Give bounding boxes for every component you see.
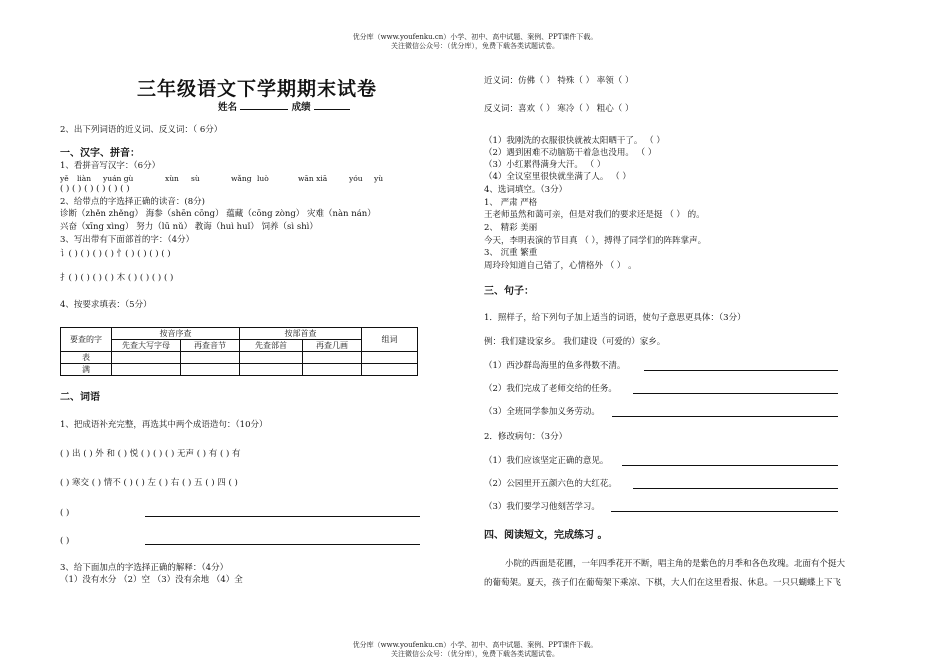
s1-q1: 1、看拼音写汉字：（6分） xyxy=(60,161,161,171)
sentence-1-line[interactable] xyxy=(145,516,420,517)
choice-item[interactable]: （3）小红累得满身大汗。 （ ） xyxy=(484,160,606,170)
radical-row-1[interactable]: 讠( ) ( ) ( ) ( ) 忄( ) ( ) ( ) ( ) xyxy=(60,249,171,259)
table-cell[interactable] xyxy=(112,364,181,376)
antonym-row[interactable]: 反义词：喜欢（ ） 寒冷（ ） 粗心（ ） xyxy=(484,104,634,114)
page-footer xyxy=(0,641,950,659)
answer-line[interactable] xyxy=(644,370,838,371)
expand-item: （1）西沙群岛海里的鱼多得数不清。 xyxy=(484,361,626,371)
table-cell[interactable] xyxy=(362,364,418,376)
table-cell[interactable] xyxy=(303,364,362,376)
table-cell[interactable] xyxy=(112,352,181,364)
header-line-1: 优分库（www.youfenku.cn）小学、初中、高中试题、案例、PPT课件下载。 xyxy=(352,33,598,41)
answer-line[interactable] xyxy=(622,465,838,466)
section-2-heading: 二、词语 xyxy=(60,392,100,403)
choice-item[interactable]: （2）遇到困难不动脑筋干着急也没用。 （ ） xyxy=(484,148,657,158)
s3-example: 例：我们建设家乡。 我们建设（可爱的）家乡。 xyxy=(484,337,666,347)
fix-item: （3）我们要学习他刻苦学习。 xyxy=(484,502,600,512)
radical-row-2[interactable]: 扌( ) ( ) ( ) ( ) 木 ( ) ( ) ( ) ( ) xyxy=(60,273,174,283)
table-row xyxy=(61,364,418,376)
pinyin-item: luò xyxy=(257,174,269,183)
dictionary-table xyxy=(60,327,418,376)
fix-item: （2）公园里开五颜六色的大红花。 xyxy=(484,479,617,489)
s1-q2-line-2: 兴奋（xīng xìng） 努力（lū nǔ） 教诲（huì huǐ） 饲养（sì shì） xyxy=(60,222,318,232)
pinyin-item: wǎng xyxy=(231,174,252,183)
pinyin-item: yóu xyxy=(349,174,363,183)
answer-line[interactable] xyxy=(612,416,838,417)
table-cell[interactable] xyxy=(181,364,240,376)
header-line-2: 关注微信公众号：（优分库），免费下载各类试题试卷。 xyxy=(391,42,559,50)
group-header-radical: 按部首查 xyxy=(240,328,362,340)
table-cell-char: 满 xyxy=(61,364,112,376)
score-label: 成绩 xyxy=(291,102,311,113)
table-row xyxy=(61,352,418,364)
table-cell[interactable] xyxy=(181,352,240,364)
q4-2-text[interactable]: 今天，李明表演的节目真 （ ），搏得了同学们的阵阵掌声。 xyxy=(484,236,707,246)
section-4-heading: 四、阅读短文，完成练习 。 xyxy=(484,530,608,541)
s1-q3: 3、写出带有下面部首的字：（4分） xyxy=(60,235,195,245)
expand-item: （2）我们完成了老师交给的任务。 xyxy=(484,384,617,394)
s2-q3: 3、给下面加点的字选择正确的解释：（4分） xyxy=(60,563,229,573)
q4-1-text[interactable]: 王老师虽然和蔼可亲，但是对我们的要求还是挺 （ ） 的。 xyxy=(484,210,705,220)
s2-q1: 1、把成语补充完整，再选其中两个成语造句：（10分） xyxy=(60,420,268,430)
s1-q2: 2、给带点的字选择正确的读音：(8分) xyxy=(60,197,205,207)
exam-title: 三年级语文下学期期末试卷 xyxy=(137,78,378,100)
synonym-question: 2、出下列词语的近义词、反义词：（ 6分） xyxy=(60,125,223,135)
fix-item: （1）我们应该坚定正确的意见。 xyxy=(484,456,609,466)
sentence-2-idiom[interactable]: ( ) xyxy=(60,536,70,546)
pinyin-item: liàn xyxy=(77,174,92,183)
section-3-heading: 三、句子： xyxy=(484,286,534,297)
q4-1-options: 1、 严肃 严格 xyxy=(484,198,538,208)
s3-q2: 2．修改病句：（3分） xyxy=(484,432,568,442)
page-header xyxy=(0,33,950,51)
table-cell[interactable] xyxy=(362,352,418,364)
pinyin-item: sù xyxy=(191,174,200,183)
section-1-heading: 一、汉字、拼音： xyxy=(60,148,140,159)
q4-3-options: 3、 沉重 繁重 xyxy=(484,248,538,258)
s1-q4: 4、按要求填表：（5分） xyxy=(60,300,152,310)
passage-line: 的葡萄架。夏天，孩子们在葡萄架下乘凉、下棋，大人们在这里看报、休息。一只只蝴蝶上下飞 xyxy=(484,578,842,588)
col-header-letter: 先查大写字母 xyxy=(112,340,181,352)
q4-2-options: 2、 精彩 美丽 xyxy=(484,223,538,233)
idiom-row-2[interactable]: ( ) 寒交 ( ) 情不 ( ) ( ) 左 ( ) 右 ( ) 五 ( ) 四 ( ) xyxy=(60,478,238,488)
pinyin-item: yuán gù xyxy=(103,174,134,183)
answer-line[interactable] xyxy=(611,511,838,512)
footer-line-1: 优分库（www.youfenku.cn）小学、初中、高中试题、案例、PPT课件下载。 xyxy=(352,641,598,649)
col-header-char: 要查的字 xyxy=(61,328,112,352)
s2-q3-options: （1）没有水分 （2）空 （3）没有余地 （4）全 xyxy=(60,575,243,585)
footer-line-2: 关注微信公众号：（优分库），免费下载各类试题试卷。 xyxy=(391,650,559,658)
name-blank[interactable] xyxy=(240,100,288,110)
score-blank[interactable] xyxy=(314,100,350,110)
table-cell-char: 表 xyxy=(61,352,112,364)
col-header-strokes: 再查几画 xyxy=(303,340,362,352)
expand-item: （3）全班同学参加义务劳动。 xyxy=(484,407,600,417)
pinyin-item: yù xyxy=(374,174,384,183)
sentence-1-idiom[interactable]: ( ) xyxy=(60,508,70,518)
col-header-radical: 先查部首 xyxy=(240,340,303,352)
col-header-syllable: 再查音节 xyxy=(181,340,240,352)
idiom-row-1[interactable]: ( ) 出 ( ) 外 和 ( ) 悦 ( ) ( ) ( ) 无声 ( ) 有 ( ) 有 xyxy=(60,449,241,459)
pinyin-answer-blanks[interactable]: ( ) ( ) ( ) ( ) ( ) ( ) xyxy=(60,184,130,194)
pinyin-item: xùn xyxy=(165,174,179,183)
passage-line: 小院的西面是花圃，一年四季花开不断，唱主角的是紫色的月季和各色玫瑰。北面有个挺大 xyxy=(505,559,846,569)
s1-q2-line-1: 诊断（zhěn zhěng） 海参（shēn cōng） 蕴藏（cōng zòng） 灾难（nàn nán） xyxy=(60,209,376,219)
s3-q1: 1．照样子，给下列句子加上适当的词语，使句子意思更具体：（3分） xyxy=(484,313,746,323)
name-score-line xyxy=(218,100,350,113)
answer-line[interactable] xyxy=(633,488,838,489)
table-cell[interactable] xyxy=(240,364,303,376)
table-cell[interactable] xyxy=(303,352,362,364)
name-label: 姓名 xyxy=(218,102,238,113)
group-header-pinyin: 按音序查 xyxy=(112,328,240,340)
answer-line[interactable] xyxy=(633,393,838,394)
col-header-word: 组词 xyxy=(362,328,418,352)
pinyin-item: yě xyxy=(60,174,69,183)
pinyin-item: wān xiā xyxy=(298,174,328,183)
choice-item[interactable]: （4）全议室里很快就坐满了人。 （ ） xyxy=(484,172,631,182)
q4-3-text[interactable]: 周玲玲知道自己错了，心情格外 （ ） 。 xyxy=(484,261,637,271)
sentence-2-line[interactable] xyxy=(145,544,420,545)
synonym-row[interactable]: 近义词：仿佛（ ） 特殊（ ） 率领（ ） xyxy=(484,76,634,86)
table-cell[interactable] xyxy=(240,352,303,364)
choice-item[interactable]: （1）我刚洗的衣服很快就被太阳晒干了。 （ ） xyxy=(484,136,665,146)
q4-heading: 4、选词填空。（3分） xyxy=(484,185,568,195)
